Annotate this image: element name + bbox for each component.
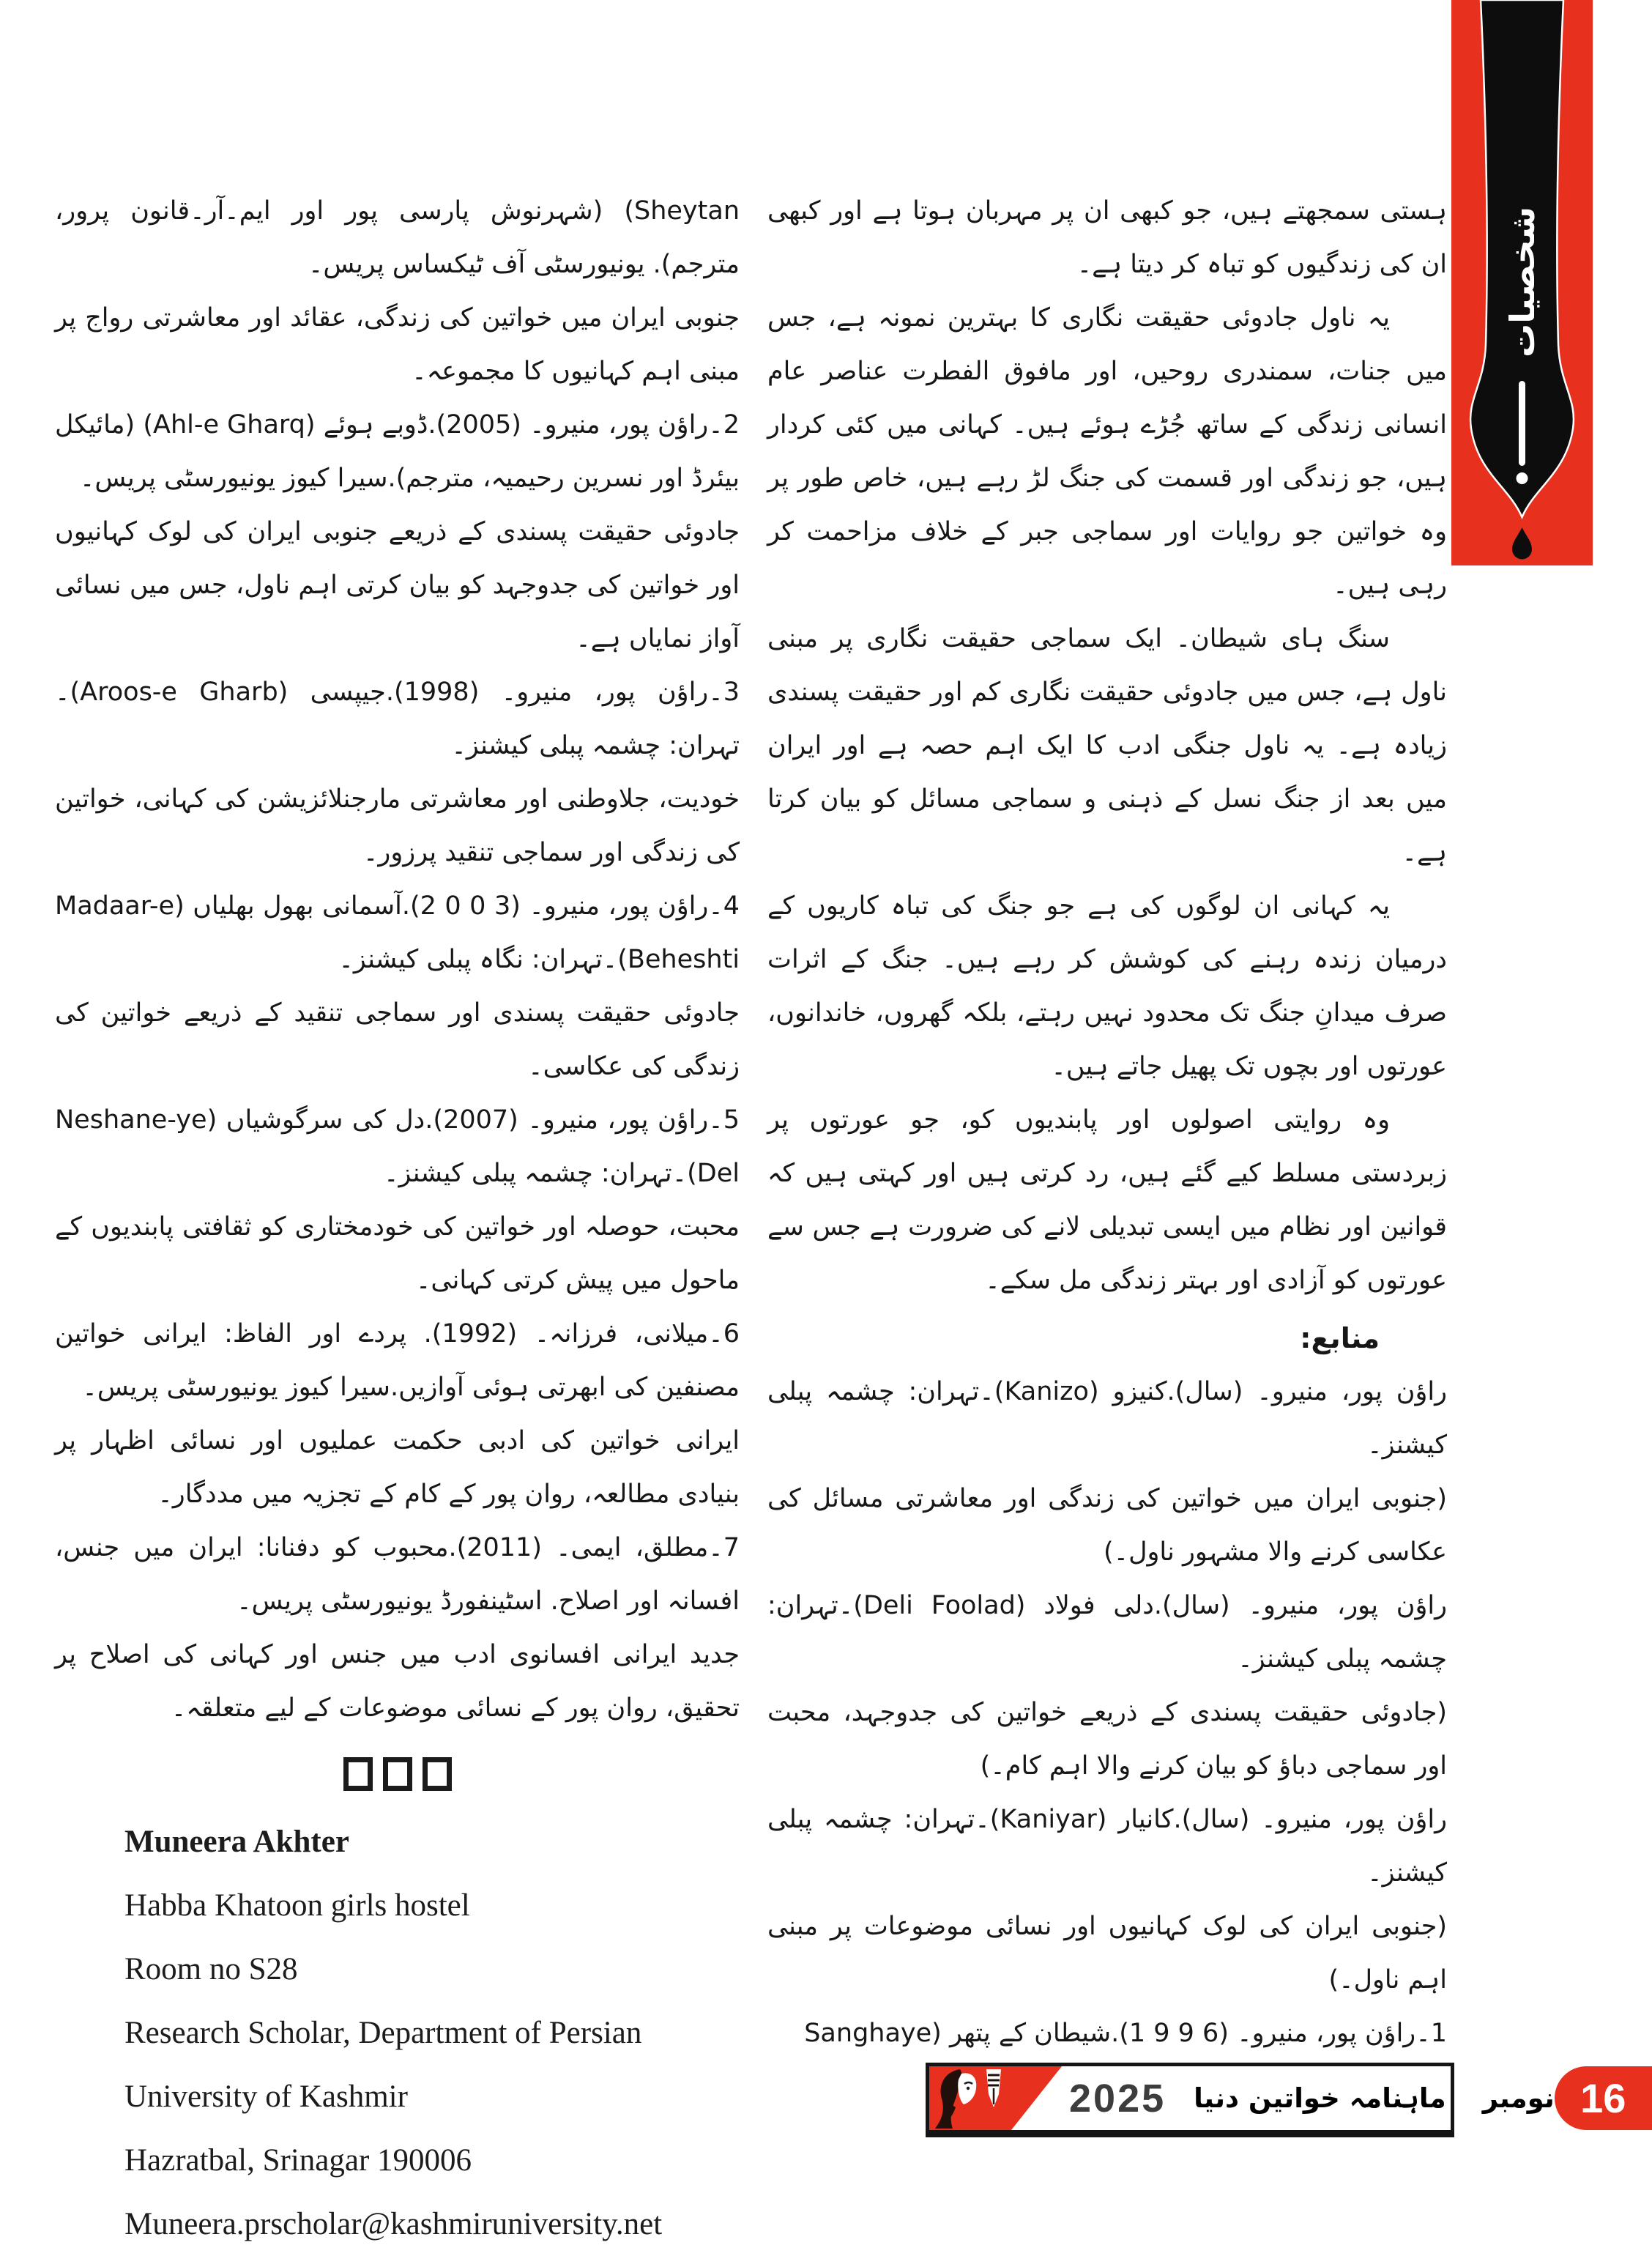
author-name: Muneera Akhter — [124, 1825, 349, 1859]
reference-note: جادوئی حقیقت پسندی اور سماجی تنقید کے ذریعے خواتین کی زندگی کی عکاسی۔ — [55, 998, 740, 1081]
body-paragraph: یہ کہانی ان لوگوں کی ہے جو جنگ کی تباہ کاریوں کے درمیان زندہ رہنے کی کوشش کر رہے ہیں۔ جنگ کے اثرات صرف میدانِ جنگ تک محدود نہیں رہتے، بلکہ گھروں، خاندانوں، عورتوں اور بچوں تک پھیل جاتے ہیں۔ — [767, 891, 1447, 1081]
reference-entry: 1۔راؤن پور، منیرو۔ (‪1 9 9 6‬).شیطان کے پتھر (Sanghaye — [804, 2019, 1447, 2048]
page-number-badge — [1555, 2066, 1652, 2130]
reference-entry: راؤن پور، منیرو۔ (سال).دلی فولاد (Deli Foolad)۔تہران: چشمہ پبلی کیشنز۔ — [767, 1591, 1447, 1674]
reference-note: (جادوئی حقیقت پسندی کے ذریعے خواتین کی جدوجہد، محبت اور سماجی دباؤ کو بیان کرنے والا اہم کام۔) — [767, 1698, 1447, 1781]
author-email: Muneera.prscholar@kashmiruniversity.net — [124, 2207, 663, 2241]
author-title-line: Research Scholar, Department of Persian — [124, 2016, 642, 2050]
author-address-line: Habba Khatoon girls hostel — [124, 1888, 470, 1923]
reference-note: جادوئی حقیقت پسندی کے ذریعے جنوبی ایران کی لوک کہانیوں اور خواتین کی جدوجہد کو بیان کرتی اہم ناول، جس میں نسائی آواز نمایاں ہے۔ — [55, 517, 740, 653]
footer-center — [1065, 2066, 1555, 2130]
author-block — [55, 1810, 740, 2256]
right-column — [767, 185, 1447, 2060]
reference-note: (جنوبی ایران میں خواتین کی زندگی اور معاشرتی مسائل کی عکاسی کرنے والا مشہور ناول۔) — [767, 1484, 1447, 1567]
reference-entry: 4۔راؤن پور، منیرو۔ (‪2 0 0 3‬).آسمانی بھول بھلیاں (Madaar-e Beheshti)۔تہران: نگاہ پبلی کیشنز۔ — [55, 891, 740, 974]
body-paragraph: یہ ناول جادوئی حقیقت نگاری کا بہترین نمونہ ہے، جس میں جنات، سمندری روحیں، اور مافوق الفطرت عناصر عام انسانی زندگی کے ساتھ جُڑے ہوئے ہیں۔ کہانی میں کئی کردار ہیں، جو زندگی اور قسمت کی جنگ لڑ رہے ہیں، خاص طور پر وہ خواتین جو روایات اور سماجی جبر کے خلاف مزاحمت کر رہی ہیں۔ — [767, 303, 1447, 600]
magazine-logo — [929, 2066, 1065, 2130]
reference-entry: 7۔مطلق، ایمی۔ (2011).محبوب کو دفنانا: ایران میں جنس، افسانہ اور اصلاح. اسٹینفورڈ یونیورسٹی پریس۔ — [55, 1533, 740, 1616]
reference-entry: 6۔میلانی، فرزانہ۔ (1992). پردے اور الفاظ: ایرانی خواتین مصنفین کی ابھرتی ہوئی آوازیں.سیرا کیوز یونیورسٹی پریس۔ — [55, 1319, 740, 1402]
reference-entry: 5۔راؤن پور، منیرو۔ (2007).دل کی سرگوشیاں (Neshane-ye Del)۔تہران: چشمہ پبلی کیشنز۔ — [55, 1105, 740, 1188]
woman-pen-logo-icon — [929, 2066, 1039, 2130]
reference-note: (جنوبی ایران کی لوک کہانیوں اور نسائی موضوعات پر مبنی اہم ناول۔) — [767, 1912, 1447, 1995]
footer-year: 2025 — [1069, 2076, 1167, 2120]
reference-note: جدید ایرانی افسانوی ادب میں جنس اور کہانی کی اصلاح پر تحقیق، روان پور کے نسائی موضوعات کے لیے متعلقہ۔ — [55, 1640, 740, 1723]
reference-note: ایرانی خواتین کی ادبی حکمت عملیوں اور نسائی اظہار پر بنیادی مطالعہ، روان پور کے کام کے تجزیہ میں مددگار۔ — [55, 1426, 740, 1509]
reference-entry: 2۔راؤن پور، منیرو۔ (2005).ڈوبے ہوئے (Ahl-e Gharq) (مائیکل بیئرڈ اور نسرین رحیمیہ، مترجم).سیرا کیوز یونیورسٹی پریس۔ — [55, 410, 740, 493]
end-mark-square — [423, 1757, 452, 1791]
body-paragraph: ہستی سمجھتے ہیں، جو کبھی ان پر مہربان ہوتا ہے اور کبھی ان کی زندگیوں کو تباہ کر دیتا ہے۔ — [767, 196, 1447, 279]
reference-note: جنوبی ایران میں خواتین کی زندگی، عقائد اور معاشرتی رواج پر مبنی اہم کہانیوں کا مجموعہ۔ — [55, 303, 740, 386]
reference-entry: Sheytan) (شہرنوش پارسی پور اور ایم۔آر۔قانون پرور، مترجم). یونیورسٹی آف ٹیکساس پریس۔ — [55, 196, 740, 279]
author-address-line: Room no S28 — [124, 1952, 298, 1986]
footer-month: نومبر — [1482, 2082, 1555, 2114]
end-mark-square — [383, 1757, 412, 1791]
author-address-line: Hazratbal, Srinagar 190006 — [124, 2143, 472, 2178]
reference-note: محبت، حوصلہ اور خواتین کی خودمختاری کو ثقافتی پابندیوں کے ماحول میں پیش کرتی کہانی۔ — [55, 1212, 740, 1295]
footer-bar — [926, 2063, 1626, 2137]
section-banner — [1451, 0, 1593, 565]
article-end-marks — [55, 1757, 740, 1791]
end-mark-square — [343, 1757, 373, 1791]
section-banner-label: شخصیات — [1502, 207, 1542, 357]
magazine-title: ماہنامہ خواتین دنیا — [1194, 2082, 1446, 2114]
pen-nib-icon — [1451, 0, 1593, 565]
reference-note: خودیت، جلاوطنی اور معاشرتی مارجنلائزیشن کی کہانی، خواتین کی زندگی اور سماجی تنقید پرزور۔ — [55, 784, 740, 867]
body-paragraph: وہ روایتی اصولوں اور پابندیوں کو، جو عورتوں پر زبردستی مسلط کیے گئے ہیں، رد کرتی ہیں اور کہتی ہیں کہ قوانین اور نظام میں ایسی تبدیلی لانے کی ضرورت ہے جس سے عورتوں کو آزادی اور بہتر زندگی مل سکے۔ — [767, 1105, 1447, 1295]
left-column — [55, 185, 740, 2256]
page-number: 16 — [1580, 2075, 1626, 2121]
reference-entry: راؤن پور، منیرو۔ (سال).کانیار (Kaniyar)۔تہران: چشمہ پبلی کیشنز۔ — [767, 1805, 1447, 1888]
reference-entry: 3۔راؤن پور، منیرو۔ (1998).جیپسی (Aroos-e Gharb)۔تہران: چشمہ پبلی کیشنز۔ — [55, 678, 740, 760]
sources-heading: منابع: — [1300, 1322, 1380, 1354]
reference-entry: راؤن پور، منیرو۔ (سال).کنیزو (Kanizo)۔تہران: چشمہ پبلی کیشنز۔ — [767, 1377, 1448, 1460]
author-institution-line: University of Kashmir — [124, 2079, 408, 2114]
body-paragraph: سنگ ہای شیطان۔ ایک سماجی حقیقت نگاری پر مبنی ناول ہے، جس میں جادوئی حقیقت نگاری کم اور حقیقت پسندی زیادہ ہے۔ یہ ناول جنگی ادب کا ایک اہم حصہ ہے اور ایران میں بعد از جنگ نسل کے ذہنی و سماجی مسائل کو بیان کرتا ہے۔ — [767, 624, 1447, 867]
